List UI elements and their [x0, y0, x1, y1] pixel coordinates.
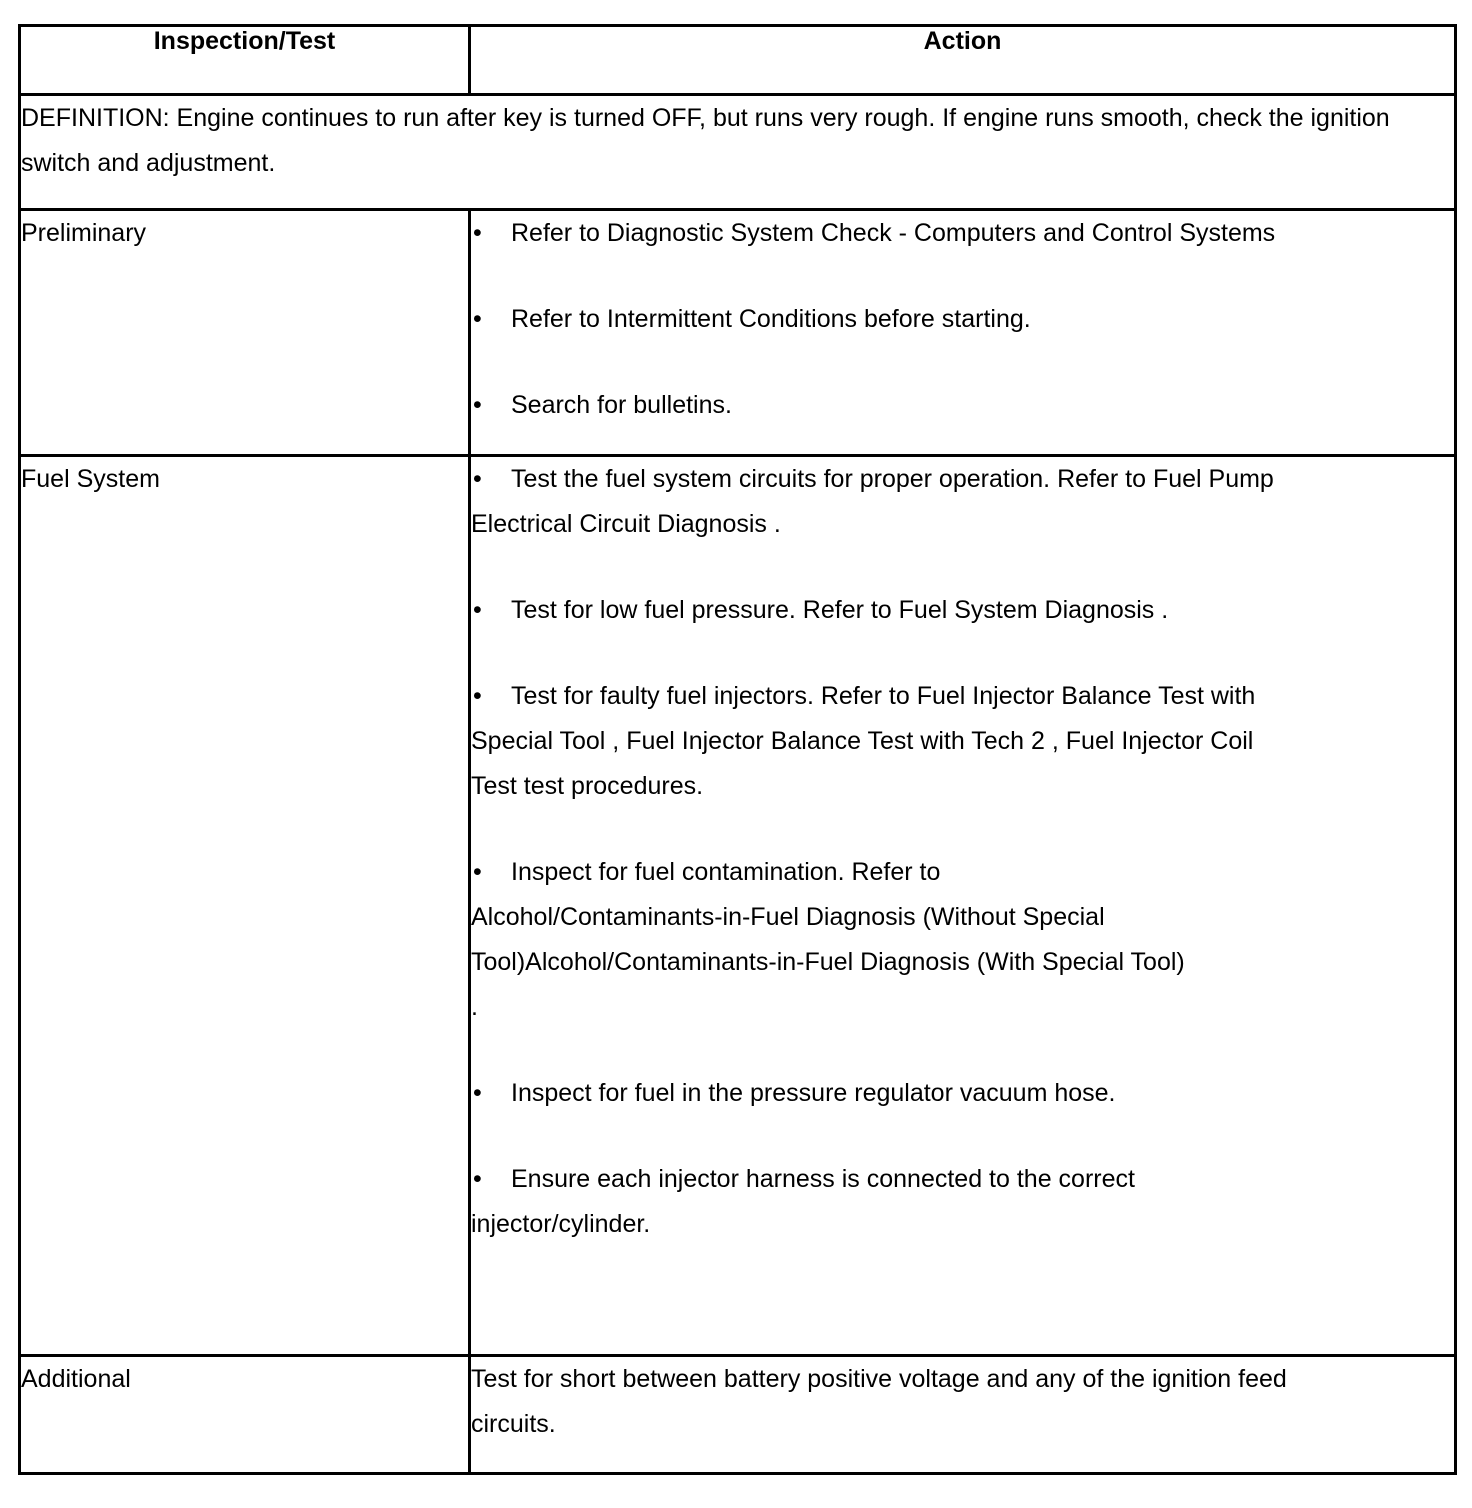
- list-item-text: Test the fuel system circuits for proper operation. Refer to Fuel Pump Electrical Circuit Diagnosis .: [471, 465, 1274, 538]
- action-cell-fuel-system: [470, 456, 1456, 1356]
- bullet-icon: •: [473, 465, 482, 493]
- bullet-icon: •: [473, 682, 482, 710]
- list-item-text: Inspect for fuel contamination. Refer to Alcohol/Contaminants-in-Fuel Diagnosis (Without Special Tool)Alcohol/Contaminants-in-Fuel Diagnosis (With Special Tool) .: [471, 858, 1185, 1021]
- diagnostic-table: [18, 24, 1457, 1475]
- list-item-text: Test for low fuel pressure. Refer to Fuel System Diagnosis .: [511, 596, 1169, 624]
- bullet-icon: •: [473, 1079, 482, 1107]
- row-label-preliminary: Preliminary: [20, 210, 470, 456]
- header-inspection-test: Inspection/Test: [20, 26, 470, 95]
- definition-text: DEFINITION: Engine continues to run after key is turned OFF, but runs very rough. If engine runs smooth, check the ignition switch and adjustment.: [20, 95, 1456, 210]
- bullet-icon: •: [473, 305, 482, 333]
- table-row-fuel-system: [20, 456, 1456, 1356]
- list-item: [471, 457, 1371, 547]
- list-item: [471, 588, 1331, 633]
- list-item-text: Search for bulletins.: [511, 391, 732, 419]
- list-item: [471, 383, 1454, 428]
- list-item: [471, 674, 1291, 809]
- list-item: [471, 1157, 1231, 1247]
- header-action: Action: [470, 26, 1456, 95]
- list-item-text: Refer to Intermittent Conditions before starting.: [511, 305, 1031, 333]
- list-item-text: Test for faulty fuel injectors. Refer to Fuel Injector Balance Test with Special Tool , Fuel Injector Balance Test with Tech 2 , Fuel Injector Coil Test test procedures.: [471, 682, 1256, 800]
- table-row-additional: [20, 1356, 1456, 1474]
- additional-text: Test for short between battery positive voltage and any of the ignition feed circuits.: [471, 1365, 1287, 1438]
- list-item: [471, 211, 1454, 256]
- row-label-fuel-system: Fuel System: [20, 456, 470, 1356]
- action-cell-additional: [470, 1356, 1456, 1474]
- header-row: [20, 26, 1456, 95]
- bullet-icon: •: [473, 219, 482, 247]
- bullet-icon: •: [473, 391, 482, 419]
- list-item: [471, 850, 1191, 1030]
- row-label-additional: Additional: [20, 1356, 470, 1474]
- list-item-text: Ensure each injector harness is connected to the correct injector/cylinder.: [471, 1165, 1135, 1238]
- table-row-preliminary: [20, 210, 1456, 456]
- bullet-icon: •: [473, 596, 482, 624]
- bullet-icon: •: [473, 1165, 482, 1193]
- bullet-icon: •: [473, 858, 482, 886]
- list-item: [471, 1071, 1331, 1116]
- list-item-text: Inspect for fuel in the pressure regulator vacuum hose.: [511, 1079, 1116, 1107]
- list-item-text: Refer to Diagnostic System Check - Computers and Control Systems: [511, 219, 1276, 247]
- definition-row: [20, 95, 1456, 210]
- action-cell-preliminary: [470, 210, 1456, 456]
- list-item: [471, 297, 1454, 342]
